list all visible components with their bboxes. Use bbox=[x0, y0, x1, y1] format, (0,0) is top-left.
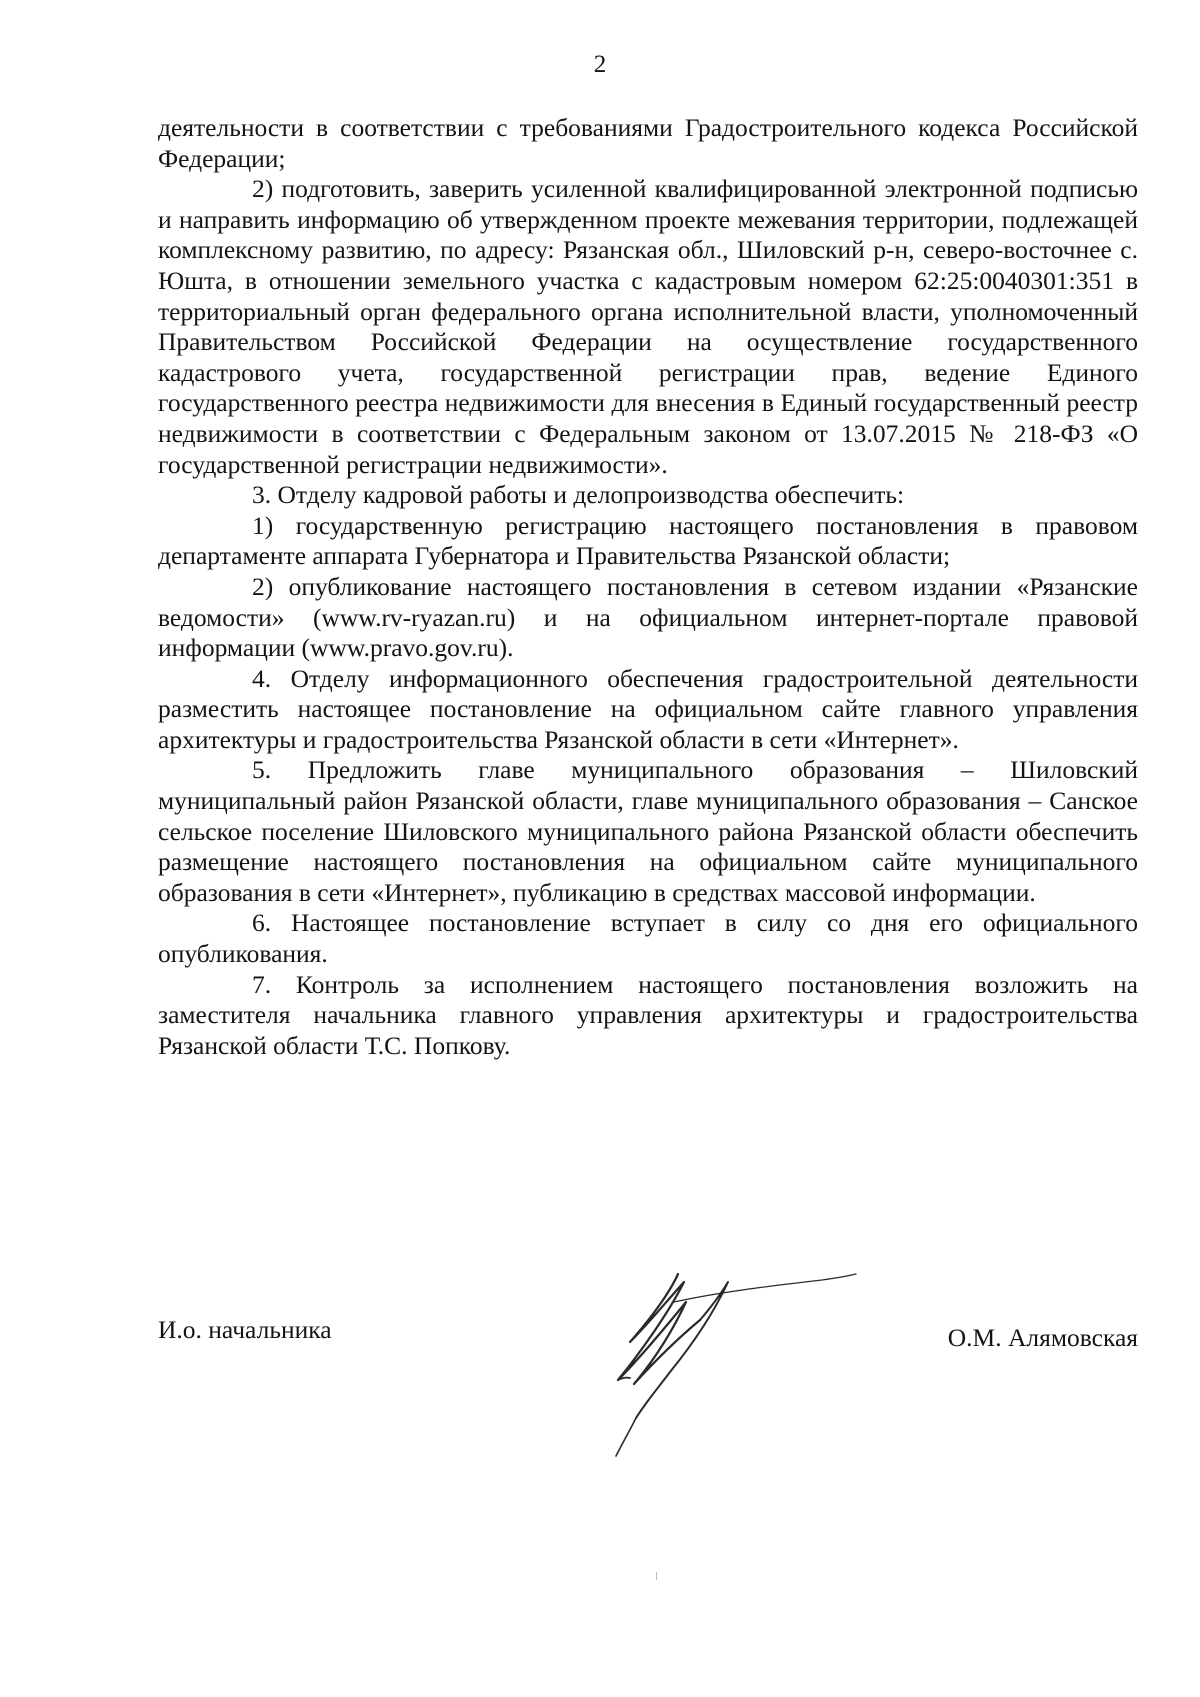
paragraph-item-7: 7. Контроль за исполнением настоящего постановления возложить на заместителя начальника главного управления архитектуры и градостроительства Рязанской области Т.С. Попкову. bbox=[158, 969, 1138, 1060]
paragraph-item-3: 3. Отделу кадровой работы и делопроизводства обеспечить: bbox=[252, 480, 905, 510]
document-body bbox=[158, 113, 1138, 1061]
signatory-title: И.о. начальника bbox=[158, 1315, 332, 1344]
page-number: 2 bbox=[593, 51, 607, 78]
paragraph-item-3-1: 1) государственную регистрацию настоящего постановления в правовом департаменте аппарата Губернатора и Правительства Рязанской области; bbox=[158, 510, 1138, 571]
paragraph-item-3-2: 2) опубликование настоящего постановления в сетевом издании «Рязанские ведомости» (www.rv-ryazan.ru) и на официальном интернет-портале правовой информации (www.pravo.gov.ru). bbox=[158, 571, 1138, 663]
scan-artifact bbox=[656, 1572, 657, 1580]
paragraph-item-2-2: 2) подготовить, заверить усиленной квалифицированной электронной подписью и направить информацию об утвержденном проекте межевания территории, подлежащей комплексному развитию, по адресу: Рязанская обл., Шиловский р-н, северо-восточнее с. Юшта, в отношении земельного участка с кадастровым номером 62:25:0040301:351 в территориальный орган федерального органа исполнительной власти, уполномоченный Правительством Российской Федерации на осуществление государственного кадастрового учета, государственной регистрации прав, ведение Единого государственного реестра недвижимости для внесения в Единый государственный реестр недвижимости в соответствии с Федеральным законом от 13.07.2015 № 218-ФЗ «О государственной регистрации недвижимости». bbox=[158, 174, 1138, 479]
handwritten-signature-icon bbox=[600, 1262, 860, 1462]
paragraph-item-4: 4. Отделу информационного обеспечения градостроительной деятельности разместить настоящее постановление на официальном сайте главного управления архитектуры и градостроительства Рязанской области в сети «Интернет». bbox=[158, 663, 1138, 754]
paragraph-item-5: 5. Предложить главе муниципального образования – Шиловский муниципальный район Рязанской области, главе муниципального образования – Санское сельское поселение Шиловского муниципального района Рязанской области обеспечить размещение настоящего постановления на официальном сайте муниципального образования в сети «Интернет», публикацию в средствах массовой информации. bbox=[158, 755, 1138, 907]
paragraph-item-6: 6. Настоящее постановление вступает в силу со дня его официального опубликования. bbox=[158, 908, 1138, 969]
paragraph-continuation: деятельности в соответствии с требованиями Градостроительного кодекса Российской Федерации; bbox=[158, 113, 1138, 173]
signatory-name: О.М. Алямовская bbox=[947, 1323, 1138, 1352]
